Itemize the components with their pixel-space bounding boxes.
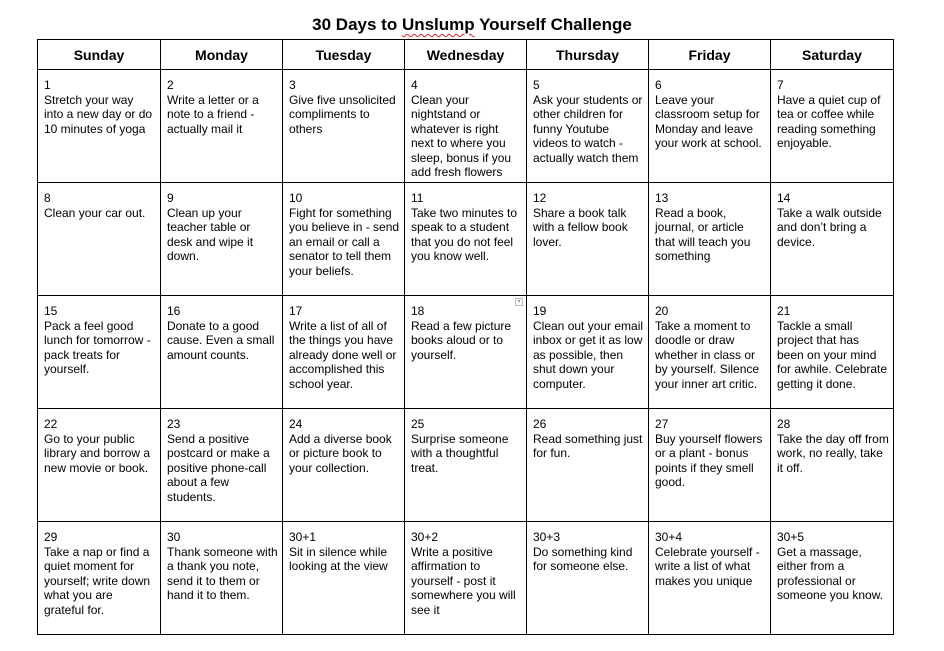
day-cell[interactable]: [283, 522, 405, 635]
day-number: 7: [777, 78, 784, 92]
day-number: 24: [289, 417, 303, 431]
weekday-header-monday: Monday: [161, 40, 283, 70]
day-activity: Fight for something you believe in - send an email or call a senator to tell them your beliefs.: [289, 205, 400, 278]
week-row: [38, 183, 894, 296]
day-number: 23: [167, 417, 181, 431]
day-number: 5: [533, 78, 540, 92]
day-cell[interactable]: [283, 409, 405, 522]
day-cell[interactable]: [649, 522, 771, 635]
day-cell[interactable]: [38, 183, 161, 296]
day-number: 3: [289, 78, 296, 92]
day-activity: Take a moment to doodle or draw whether in class or by yourself. Silence your inner art critic.: [655, 318, 760, 391]
day-activity: Read a few picture books aloud or to yourself.: [411, 318, 512, 362]
day-number: 17: [289, 304, 303, 318]
day-cell[interactable]: [161, 296, 283, 409]
day-activity: Leave your classroom setup for Monday and leave your work at school.: [655, 92, 762, 150]
day-cell[interactable]: [405, 183, 527, 296]
day-cell[interactable]: [405, 409, 527, 522]
weekday-header-sunday: Sunday: [38, 40, 161, 70]
weekday-header-wednesday: Wednesday: [405, 40, 527, 70]
day-activity: Clean up your teacher table or desk and wipe it down.: [167, 205, 254, 263]
day-activity: Pack a feel good lunch for tomorrow - pack treats for yourself.: [44, 318, 151, 376]
day-activity: Take a walk outside and don’t bring a device.: [777, 205, 882, 249]
day-activity: Surprise someone with a thoughtful treat.: [411, 431, 509, 475]
day-cell[interactable]: [38, 522, 161, 635]
cell-dropdown-icon[interactable]: ▾: [515, 298, 523, 306]
day-activity: Thank someone with a thank you note, send it to them or hand it to them.: [167, 544, 278, 602]
page-title: [0, 14, 944, 36]
day-number: 30+4: [655, 530, 683, 544]
day-activity: Buy yourself flowers or a plant - bonus points if they smell good.: [655, 431, 763, 489]
week-row: [38, 70, 894, 183]
day-activity: Sit in silence while looking at the view: [289, 544, 388, 573]
title-part-1: 30 Days to: [312, 15, 402, 34]
day-activity: Clean your nightstand or whatever is right next to where you sleep, bonus if you add fresh flowers: [411, 92, 512, 179]
day-activity: Read a book, journal, or article that will teach you something: [655, 205, 751, 263]
day-number: 28: [777, 417, 791, 431]
title-part-2: Yourself Challenge: [474, 15, 632, 34]
weekday-header-thursday: Thursday: [527, 40, 649, 70]
day-activity: Send a positive postcard or make a positive phone-call about a few students.: [167, 431, 270, 504]
day-activity: Take the day off from work, no really, take it off.: [777, 431, 889, 475]
day-activity: Give five unsolicited compliments to others: [289, 92, 396, 136]
day-number: 19: [533, 304, 547, 318]
day-activity: Clean out your email inbox or get it as low as possible, then shut down your computer.: [533, 318, 644, 391]
day-number: 30: [167, 530, 181, 544]
day-cell[interactable]: [283, 296, 405, 409]
day-cell[interactable]: [649, 296, 771, 409]
title-spellcheck-word: Unslump: [401, 15, 475, 34]
day-cell[interactable]: [38, 296, 161, 409]
day-activity: Clean your car out.: [44, 205, 146, 220]
day-cell[interactable]: [527, 70, 649, 183]
day-activity: Write a letter or a note to a friend - actually mail it: [167, 92, 259, 136]
day-number: 14: [777, 191, 791, 205]
day-activity: Go to your public library and borrow a new movie or book.: [44, 431, 151, 475]
day-cell[interactable]: [649, 183, 771, 296]
day-cell[interactable]: [161, 70, 283, 183]
day-number: 30+1: [289, 530, 317, 544]
day-number: 1: [44, 78, 51, 92]
day-activity: Have a quiet cup of tea or coffee while reading something enjoyable.: [777, 92, 881, 150]
day-activity: Tackle a small project that has been on your mind for awhile. Celebrate getting it done.: [777, 318, 888, 391]
day-activity: Write a list of all of the things you have already done well or accomplished this school year.: [289, 318, 397, 391]
day-cell[interactable]: [405, 70, 527, 183]
day-number: 10: [289, 191, 303, 205]
day-number: 27: [655, 417, 669, 431]
day-cell[interactable]: [527, 409, 649, 522]
weekday-header-tuesday: Tuesday: [283, 40, 405, 70]
day-number: 26: [533, 417, 547, 431]
day-number: 25: [411, 417, 425, 431]
day-cell[interactable]: [771, 409, 894, 522]
day-cell[interactable]: [527, 522, 649, 635]
day-number: 18: [411, 304, 425, 318]
day-cell[interactable]: [771, 296, 894, 409]
day-number: 15: [44, 304, 58, 318]
day-number: 21: [777, 304, 791, 318]
day-activity: Share a book talk with a fellow book lover.: [533, 205, 628, 249]
day-number: 6: [655, 78, 662, 92]
day-activity: Write a positive affirmation to yourself - post it somewhere you will see it: [411, 544, 516, 617]
day-activity: Stretch your way into a new day or do 10 minutes of yoga: [44, 92, 153, 136]
day-activity: Get a massage, either from a professional or someone you know.: [777, 544, 884, 602]
day-number: 2: [167, 78, 174, 92]
day-cell[interactable]: [405, 296, 527, 409]
weekday-header-saturday: Saturday: [771, 40, 894, 70]
day-activity: Do something kind for someone else.: [533, 544, 633, 573]
day-number: 30+3: [533, 530, 561, 544]
day-cell[interactable]: [527, 296, 649, 409]
day-cell[interactable]: [649, 70, 771, 183]
challenge-calendar-table: [37, 39, 894, 635]
day-cell[interactable]: [161, 409, 283, 522]
day-activity: Read something just for fun.: [533, 431, 643, 460]
day-number: 9: [167, 191, 174, 205]
day-number: 20: [655, 304, 669, 318]
day-cell[interactable]: [771, 522, 894, 635]
day-cell[interactable]: [771, 183, 894, 296]
day-number: 16: [167, 304, 181, 318]
day-number: 8: [44, 191, 51, 205]
day-number: 30+5: [777, 530, 805, 544]
day-number: 12: [533, 191, 547, 205]
weekday-header-friday: Friday: [649, 40, 771, 70]
day-cell[interactable]: [283, 70, 405, 183]
week-row: [38, 296, 894, 409]
day-number: 4: [411, 78, 418, 92]
day-cell[interactable]: [649, 409, 771, 522]
day-activity: Ask your students or other children for funny Youtube videos to watch - actually watch them: [533, 92, 643, 165]
day-number: 11: [411, 191, 424, 205]
day-activity: Add a diverse book or picture book to your collection.: [289, 431, 392, 475]
day-cell[interactable]: [283, 183, 405, 296]
day-activity: Donate to a good cause. Even a small amount counts.: [167, 318, 275, 362]
day-cell[interactable]: [38, 409, 161, 522]
day-number: 29: [44, 530, 58, 544]
day-cell[interactable]: [161, 183, 283, 296]
day-cell[interactable]: [527, 183, 649, 296]
day-cell[interactable]: [405, 522, 527, 635]
week-row: [38, 409, 894, 522]
day-cell[interactable]: [161, 522, 283, 635]
day-number: 13: [655, 191, 669, 205]
day-activity: Celebrate yourself - write a list of what makes you unique: [655, 544, 760, 588]
week-row: [38, 522, 894, 635]
day-cell[interactable]: [771, 70, 894, 183]
day-activity: Take a nap or find a quiet moment for yourself; write down what you are grateful for.: [44, 544, 151, 617]
day-activity: Take two minutes to speak to a student that you do not feel you know well.: [411, 205, 518, 263]
day-number: 30+2: [411, 530, 439, 544]
weekday-header-row: [38, 40, 894, 70]
day-cell[interactable]: [38, 70, 161, 183]
day-number: 22: [44, 417, 58, 431]
